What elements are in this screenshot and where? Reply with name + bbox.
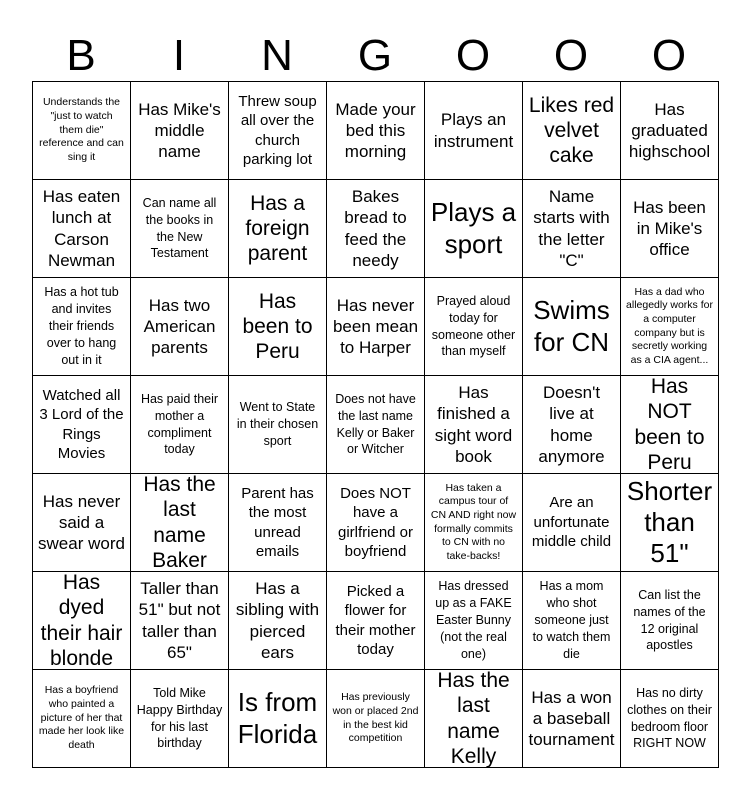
bingo-cell-text: Has finished a sight word book <box>434 383 513 466</box>
bingo-cell[interactable] <box>327 670 425 768</box>
bingo-cell[interactable] <box>131 670 229 768</box>
bingo-cell[interactable] <box>327 376 425 474</box>
bingo-cell[interactable] <box>131 474 229 572</box>
bingo-cell-text: Has dressed up as a FAKE Easter Bunny (not the real one) <box>435 579 512 661</box>
bingo-cell[interactable] <box>131 572 229 670</box>
bingo-cell-text: Went to State in their chosen sport <box>236 400 319 448</box>
bingo-cell-text: Has been in Mike's office <box>633 197 706 260</box>
bingo-cell[interactable] <box>33 572 131 670</box>
bingo-cell[interactable] <box>523 180 621 278</box>
bingo-cell-text: Doesn't live at home anymore <box>538 383 605 466</box>
bingo-cell-text: Has been to Peru <box>242 289 313 364</box>
bingo-cell-text: Made your bed this morning <box>335 99 416 162</box>
bingo-cell-text: Can name all the books in the New Testament <box>142 195 217 261</box>
bingo-cell-text: Are an unfortunate middle child <box>531 494 612 551</box>
bingo-cell[interactable] <box>425 180 523 278</box>
bingo-cell-text: Taller than 51" but not taller than 65" <box>138 579 221 662</box>
bingo-cell[interactable] <box>327 180 425 278</box>
bingo-cell-text: Has dyed their hair blonde <box>40 572 123 670</box>
bingo-cell-text: Prayed aloud today for someone other than myself <box>431 293 516 359</box>
bingo-cell-text: Has never been mean to Harper <box>332 295 419 358</box>
bingo-cell[interactable] <box>327 278 425 376</box>
bingo-cell[interactable] <box>621 278 719 376</box>
header-letter-2: I <box>172 31 186 80</box>
bingo-cell[interactable] <box>33 670 131 768</box>
bingo-cell[interactable] <box>523 278 621 376</box>
header-letter-3: N <box>261 31 293 80</box>
bingo-cell-text: Has no dirty clothes on their bedroom floor RIGHT NOW <box>627 685 712 751</box>
header-letter-7: O <box>651 31 687 80</box>
bingo-cell-text: Has never said a swear word <box>38 491 125 554</box>
bingo-cell[interactable] <box>523 670 621 768</box>
bingo-cell[interactable] <box>131 82 229 180</box>
bingo-cell-text: Plays a sport <box>430 197 517 259</box>
bingo-cell-text: Shorter than 51" <box>626 475 713 569</box>
header-letter-6: O <box>553 31 589 80</box>
bingo-cell[interactable] <box>229 376 327 474</box>
bingo-cell-text: Has graduated highschool <box>628 99 711 162</box>
bingo-cell-text: Has a foreign parent <box>245 191 310 266</box>
bingo-cell[interactable] <box>33 278 131 376</box>
bingo-cell[interactable] <box>425 376 523 474</box>
bingo-cell[interactable] <box>523 376 621 474</box>
bingo-cell-text: Threw soup all over the church parking lot <box>238 92 317 168</box>
bingo-header <box>32 30 718 82</box>
bingo-cell[interactable] <box>621 376 719 474</box>
bingo-cell-text: Has a hot tub and invites their friends over to hang out in it <box>44 285 119 367</box>
bingo-cell-text: Swims for CN <box>533 295 610 357</box>
bingo-cell-text: Has a dad who allegedly works for a computer company but is secretly working as a CIA agent... <box>626 285 713 366</box>
header-letter-4: G <box>357 31 393 80</box>
bingo-grid <box>32 81 719 768</box>
bingo-cell-text: Name starts with the letter "C" <box>533 187 610 270</box>
bingo-cell[interactable] <box>425 82 523 180</box>
bingo-cell-text: Has a won a baseball tournament <box>528 687 615 750</box>
bingo-cell-text: Has the last name Baker <box>143 474 216 572</box>
bingo-cell[interactable] <box>523 82 621 180</box>
bingo-cell[interactable] <box>327 82 425 180</box>
bingo-cell[interactable] <box>621 474 719 572</box>
bingo-cell-text: Has eaten lunch at Carson Newman <box>42 187 121 270</box>
bingo-cell-text: Bakes bread to feed the needy <box>344 187 407 270</box>
bingo-cell[interactable] <box>229 82 327 180</box>
bingo-cell[interactable] <box>33 474 131 572</box>
bingo-cell-text: Picked a flower for their mother today <box>335 582 416 658</box>
bingo-cell[interactable] <box>229 670 327 768</box>
bingo-cell[interactable] <box>33 376 131 474</box>
bingo-cell[interactable] <box>229 180 327 278</box>
bingo-cell-text: Has NOT been to Peru <box>634 376 705 474</box>
bingo-cell-text: Has taken a campus tour of CN AND right now formally commits to CN with no take-backs! <box>430 481 517 562</box>
header-letter-1: B <box>66 31 96 80</box>
bingo-cell-text: Plays an instrument <box>433 110 514 151</box>
bingo-cell[interactable] <box>523 572 621 670</box>
bingo-cell[interactable] <box>523 474 621 572</box>
bingo-cell[interactable] <box>229 278 327 376</box>
bingo-cell[interactable] <box>131 278 229 376</box>
bingo-cell[interactable] <box>327 572 425 670</box>
bingo-cell-text: Has previously won or placed 2nd in the best kid competition <box>332 691 419 745</box>
bingo-cell[interactable] <box>33 82 131 180</box>
bingo-cell[interactable] <box>327 474 425 572</box>
bingo-cell[interactable] <box>621 572 719 670</box>
bingo-cell-text: Parent has the most unread emails <box>241 484 314 560</box>
bingo-cell[interactable] <box>33 180 131 278</box>
header-letter-5: O <box>455 31 491 80</box>
bingo-cell-text: Has the last name Kelly <box>437 670 510 768</box>
bingo-cell-text: Has a sibling with pierced ears <box>235 579 320 662</box>
bingo-cell[interactable] <box>621 670 719 768</box>
bingo-cell[interactable] <box>131 376 229 474</box>
bingo-cell[interactable] <box>229 474 327 572</box>
bingo-cell[interactable] <box>621 180 719 278</box>
bingo-cell-text: Has paid their mother a compliment today <box>140 391 219 457</box>
bingo-cell[interactable] <box>425 572 523 670</box>
bingo-cell[interactable] <box>425 670 523 768</box>
bingo-cell-text: Has Mike's middle name <box>138 99 221 162</box>
bingo-cell[interactable] <box>229 572 327 670</box>
bingo-cell[interactable] <box>131 180 229 278</box>
bingo-cell-text: Has a boyfriend who painted a picture of her that made her look like death <box>38 684 125 751</box>
bingo-cell-text: Does not have the last name Kelly or Baker or Witcher <box>335 391 416 457</box>
bingo-cell[interactable] <box>425 474 523 572</box>
bingo-cell[interactable] <box>425 278 523 376</box>
bingo-cell-text: Can list the names of the 12 original apostles <box>633 587 706 653</box>
bingo-cell[interactable] <box>621 82 719 180</box>
bingo-cell-text: Has a mom who shot someone just to watch them die <box>532 579 611 661</box>
bingo-cell-text: Does NOT have a girlfriend or boyfriend <box>337 484 414 560</box>
bingo-cell-text: Is from Florida <box>237 687 318 749</box>
bingo-cell-text: Understands the "just to watch them die" reference and can sing it <box>39 96 124 163</box>
bingo-cell-text: Told Mike Happy Birthday for his last birthday <box>136 685 223 751</box>
bingo-cell-text: Likes red velvet cake <box>528 93 615 168</box>
bingo-cell-text: Watched all 3 Lord of the Rings Movies <box>39 386 124 462</box>
bingo-cell-text: Has two American parents <box>143 295 216 358</box>
